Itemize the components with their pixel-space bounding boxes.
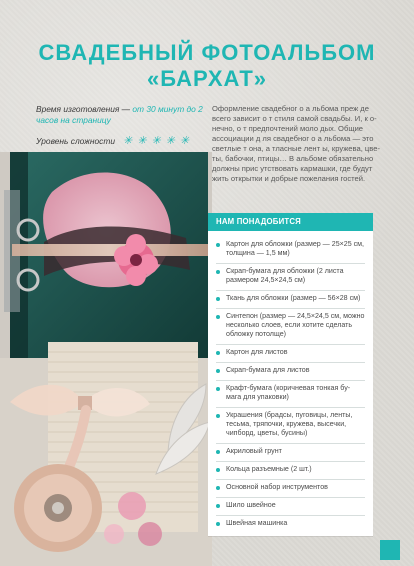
page-title-line-1: СВАДЕБНЫЙ ФОТОАЛЬБОМ: [38, 40, 376, 65]
list-item: [216, 237, 365, 264]
product-photo: [0, 152, 212, 566]
bullet-icon: [216, 369, 220, 373]
difficulty-level: [36, 136, 206, 147]
list-item-text: Синтепон (размер — 24,5×24,5 см, можно несколько слоев, если хотите сделать обложку потолще): [226, 312, 365, 338]
bullet-icon: [216, 315, 220, 319]
bullet-icon: [216, 270, 220, 274]
star-icon: ✳: [151, 135, 161, 147]
album-cover: [4, 152, 210, 358]
time-estimate: [36, 104, 206, 126]
bullet-icon: [216, 414, 220, 418]
list-item-text: Картон для обложки (размер — 25×25 см, толщина — 1,5 мм): [226, 240, 365, 257]
list-item: [216, 264, 365, 291]
difficulty-label: Уровень сложности: [36, 136, 115, 146]
list-item-text: Акриловый грунт: [226, 447, 282, 455]
bullet-icon: [216, 504, 220, 508]
page-number-badge: [380, 540, 400, 560]
bullet-icon: [216, 486, 220, 490]
list-item: [216, 516, 365, 533]
bullet-icon: [216, 243, 220, 247]
list-item: [216, 408, 365, 444]
list-item-text: Кольца разъемные (2 шт.): [226, 465, 312, 473]
star-icon: ✳: [123, 135, 133, 147]
list-item-text: Шило швейное: [226, 501, 276, 509]
list-item-text: Картон для листов: [226, 348, 288, 356]
list-item: [216, 345, 365, 363]
list-item: [216, 462, 365, 480]
list-item-text: Скрап-бумага для обложки (2 листа размером 24,5×24,5 см): [226, 267, 344, 284]
page-title-line-2: «БАРХАТ»: [146, 66, 268, 91]
list-item-text: Основной набор инструментов: [226, 483, 328, 491]
materials-header: НАМ ПОНАДОБИТСЯ: [208, 213, 373, 231]
bullet-icon: [216, 351, 220, 355]
list-item: [216, 498, 365, 516]
star-icon: ✳: [179, 135, 190, 147]
list-item: [216, 309, 365, 345]
time-label: Время изготовления —: [36, 104, 131, 114]
list-item: [216, 363, 365, 381]
bullet-icon: [216, 297, 220, 301]
star-icon: ✳: [165, 135, 175, 147]
craft-still-life: [0, 342, 212, 566]
project-meta: [36, 104, 206, 147]
ribbon-spool: [14, 464, 102, 552]
list-item: [216, 444, 365, 462]
list-item-text: Швейная машинка: [226, 519, 288, 527]
bullet-icon: [216, 522, 220, 526]
difficulty-stars: [123, 136, 189, 147]
photo-illustration: [0, 152, 212, 566]
bullet-icon: [216, 450, 220, 454]
time-value: от 30 минут до 2 часов на страницу: [36, 104, 203, 125]
bullet-icon: [216, 387, 220, 391]
list-item: [216, 381, 365, 408]
list-item-text: Ткань для обложки (размер — 56×28 см): [226, 294, 361, 302]
list-item-text: Крафт-бумага (коричневая тонкая бу- мага для упаковки): [226, 384, 351, 401]
star-icon: ✳: [137, 135, 147, 147]
materials-panel: [208, 213, 373, 536]
list-item: [216, 291, 365, 309]
list-item-text: Скрап-бумага для листов: [226, 366, 310, 374]
page-title: [0, 40, 414, 92]
list-item-text: Украшения (брадсы, пуговицы, ленты, тесьма, тряпочки, кружева, высечки, чипборд, цветы, бусины): [226, 411, 353, 437]
materials-list: [208, 231, 373, 533]
bullet-icon: [216, 468, 220, 472]
intro-paragraph: Оформление свадебног о а льбома преж де всего зависит о т стиля самой свадьбы. И, к о- нечно, о т предпочтений моло дых. Общие ассоциации д ля свадебног о а льбома — это светлые т она, а тласные лент ы, кружева, цве- ты, бабочки, птицы… В альбоме обязательно должны прис утствовать кармашки, где будут жить открытки и добрые пожелания гостей.: [212, 104, 380, 183]
list-item: [216, 480, 365, 498]
